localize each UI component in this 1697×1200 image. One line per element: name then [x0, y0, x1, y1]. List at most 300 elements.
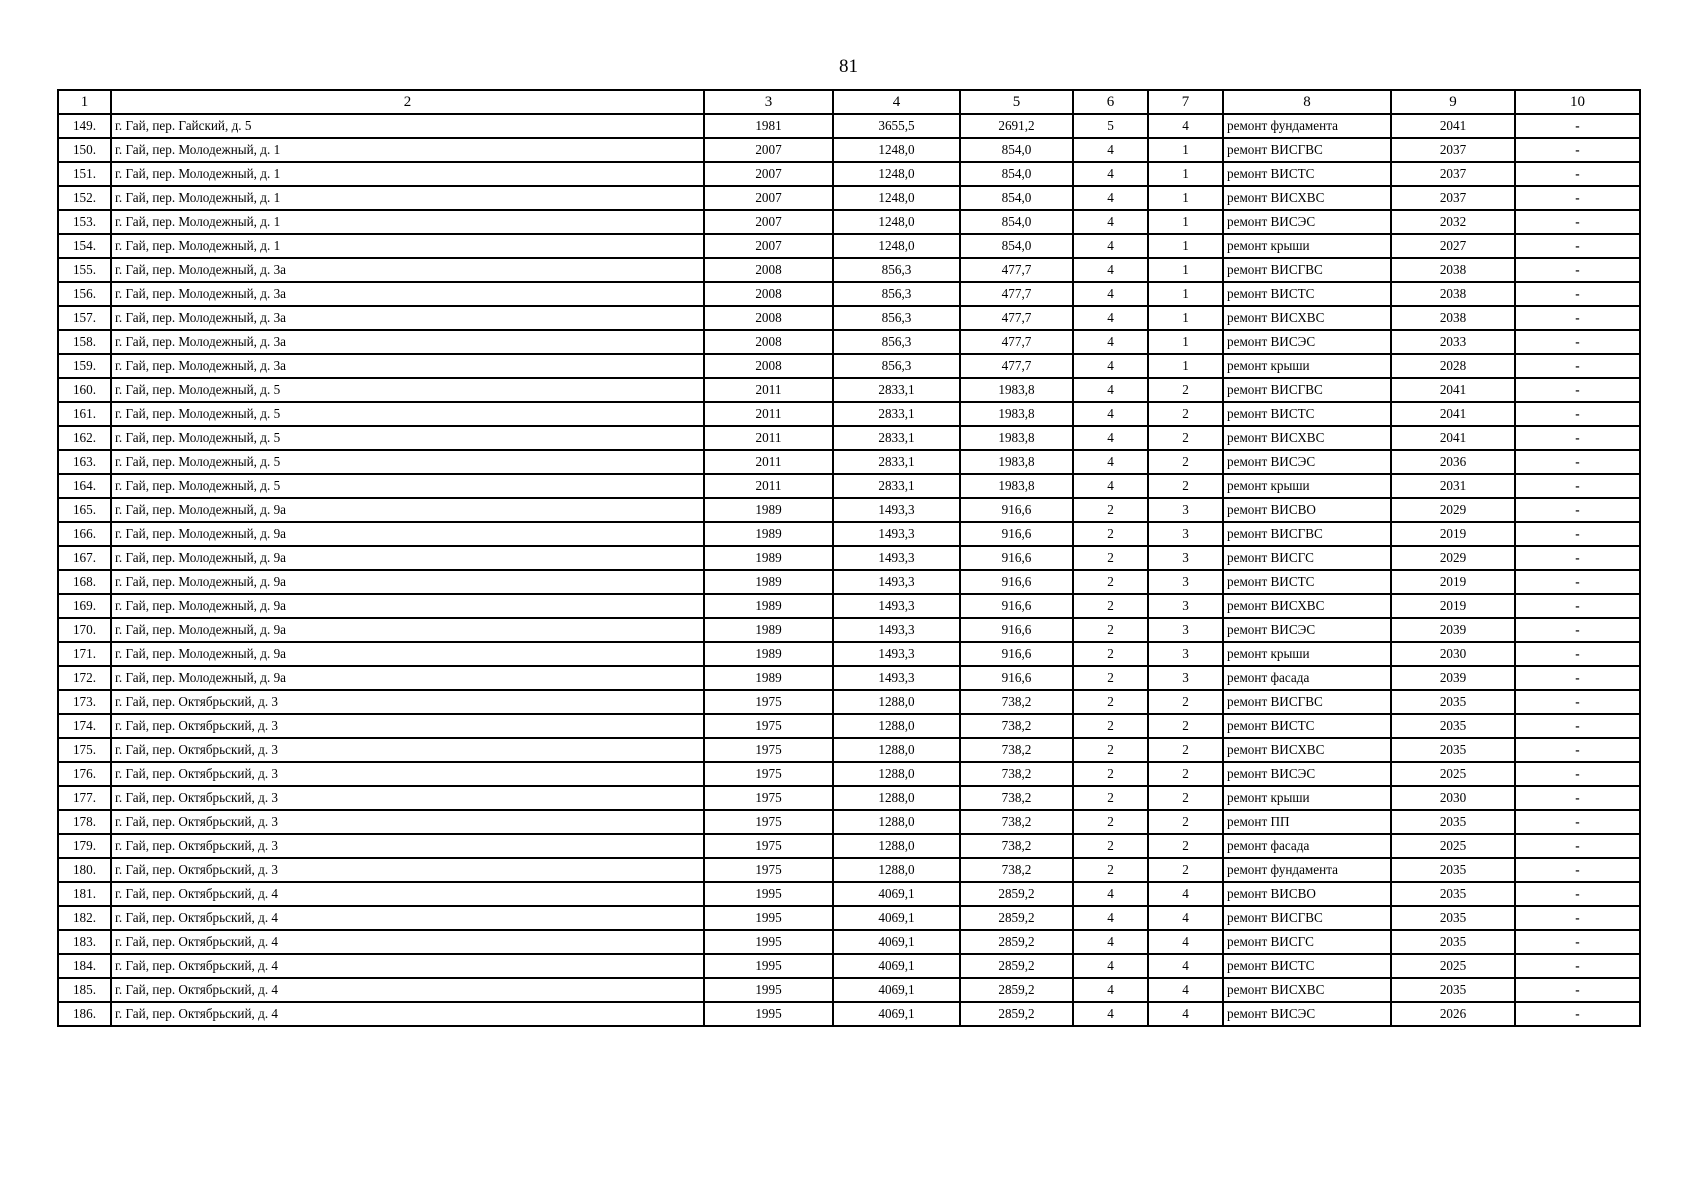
cell-year-built: 1975	[704, 786, 833, 810]
cell-year-built: 2011	[704, 426, 833, 450]
cell-row-number: 152.	[58, 186, 111, 210]
cell-planned-year: 2035	[1391, 810, 1515, 834]
cell-year-built: 2007	[704, 210, 833, 234]
cell-year-built: 2007	[704, 138, 833, 162]
table-row	[58, 522, 1640, 546]
cell-year-built: 2011	[704, 402, 833, 426]
cell-work-type: ремонт ВИСЭС	[1223, 210, 1391, 234]
cell-floors: 2	[1073, 594, 1148, 618]
cell-total-area: 4069,1	[833, 906, 960, 930]
cell-entrances: 1	[1148, 138, 1223, 162]
cell-living-area: 1983,8	[960, 426, 1073, 450]
cell-entrances: 1	[1148, 330, 1223, 354]
cell-work-type: ремонт ВИСЭС	[1223, 762, 1391, 786]
cell-work-type: ремонт ВИСТС	[1223, 402, 1391, 426]
cell-work-type: ремонт ВИСЭС	[1223, 1002, 1391, 1026]
cell-planned-year: 2030	[1391, 786, 1515, 810]
cell-address: г. Гай, пер. Молодежный, д. 9а	[111, 546, 704, 570]
table-row	[58, 618, 1640, 642]
cell-row-number: 150.	[58, 138, 111, 162]
cell-note: -	[1515, 786, 1640, 810]
cell-living-area: 2859,2	[960, 1002, 1073, 1026]
cell-year-built: 1989	[704, 546, 833, 570]
cell-note: -	[1515, 234, 1640, 258]
cell-work-type: ремонт фасада	[1223, 834, 1391, 858]
cell-living-area: 738,2	[960, 738, 1073, 762]
cell-address: г. Гай, пер. Молодежный, д. 3а	[111, 258, 704, 282]
cell-total-area: 2833,1	[833, 474, 960, 498]
table-row	[58, 498, 1640, 522]
cell-year-built: 2011	[704, 474, 833, 498]
cell-work-type: ремонт ВИСГВС	[1223, 138, 1391, 162]
cell-address: г. Гай, пер. Октябрьский, д. 4	[111, 906, 704, 930]
cell-work-type: ремонт ВИСХВС	[1223, 186, 1391, 210]
cell-entrances: 3	[1148, 666, 1223, 690]
cell-work-type: ремонт ПП	[1223, 810, 1391, 834]
cell-work-type: ремонт ВИСГС	[1223, 930, 1391, 954]
table-row	[58, 834, 1640, 858]
cell-address: г. Гай, пер. Октябрьский, д. 3	[111, 714, 704, 738]
cell-year-built: 2011	[704, 450, 833, 474]
cell-year-built: 2007	[704, 186, 833, 210]
table-row	[58, 642, 1640, 666]
cell-living-area: 2859,2	[960, 930, 1073, 954]
cell-row-number: 185.	[58, 978, 111, 1002]
cell-work-type: ремонт ВИСГВС	[1223, 906, 1391, 930]
cell-work-type: ремонт ВИСВО	[1223, 498, 1391, 522]
cell-note: -	[1515, 810, 1640, 834]
column-header: 6	[1073, 90, 1148, 114]
cell-floors: 4	[1073, 450, 1148, 474]
cell-work-type: ремонт ВИСХВС	[1223, 306, 1391, 330]
cell-living-area: 916,6	[960, 522, 1073, 546]
table-row	[58, 786, 1640, 810]
cell-row-number: 170.	[58, 618, 111, 642]
table-row	[58, 402, 1640, 426]
table-row	[58, 546, 1640, 570]
cell-row-number: 179.	[58, 834, 111, 858]
cell-address: г. Гай, пер. Октябрьский, д. 4	[111, 1002, 704, 1026]
cell-note: -	[1515, 210, 1640, 234]
cell-total-area: 1493,3	[833, 570, 960, 594]
cell-entrances: 2	[1148, 402, 1223, 426]
cell-address: г. Гай, пер. Октябрьский, д. 3	[111, 810, 704, 834]
cell-year-built: 1995	[704, 978, 833, 1002]
cell-address: г. Гай, пер. Октябрьский, д. 3	[111, 834, 704, 858]
table-row	[58, 234, 1640, 258]
cell-floors: 2	[1073, 522, 1148, 546]
cell-address: г. Гай, пер. Молодежный, д. 3а	[111, 354, 704, 378]
cell-row-number: 169.	[58, 594, 111, 618]
cell-note: -	[1515, 642, 1640, 666]
cell-year-built: 1975	[704, 858, 833, 882]
table-row	[58, 354, 1640, 378]
cell-total-area: 2833,1	[833, 402, 960, 426]
cell-planned-year: 2033	[1391, 330, 1515, 354]
cell-address: г. Гай, пер. Октябрьский, д. 4	[111, 954, 704, 978]
cell-entrances: 3	[1148, 546, 1223, 570]
cell-note: -	[1515, 618, 1640, 642]
cell-note: -	[1515, 930, 1640, 954]
cell-row-number: 177.	[58, 786, 111, 810]
cell-note: -	[1515, 834, 1640, 858]
cell-year-built: 1975	[704, 762, 833, 786]
cell-row-number: 157.	[58, 306, 111, 330]
cell-entrances: 2	[1148, 690, 1223, 714]
cell-row-number: 159.	[58, 354, 111, 378]
cell-year-built: 1989	[704, 642, 833, 666]
table-row	[58, 666, 1640, 690]
cell-floors: 2	[1073, 570, 1148, 594]
cell-note: -	[1515, 186, 1640, 210]
cell-address: г. Гай, пер. Молодежный, д. 9а	[111, 522, 704, 546]
cell-floors: 4	[1073, 402, 1148, 426]
cell-entrances: 3	[1148, 522, 1223, 546]
cell-floors: 4	[1073, 474, 1148, 498]
cell-row-number: 161.	[58, 402, 111, 426]
cell-living-area: 1983,8	[960, 378, 1073, 402]
cell-planned-year: 2039	[1391, 618, 1515, 642]
cell-work-type: ремонт ВИСГВС	[1223, 378, 1391, 402]
cell-living-area: 738,2	[960, 762, 1073, 786]
cell-entrances: 2	[1148, 474, 1223, 498]
cell-entrances: 2	[1148, 762, 1223, 786]
table-row	[58, 978, 1640, 1002]
cell-planned-year: 2035	[1391, 690, 1515, 714]
cell-note: -	[1515, 330, 1640, 354]
cell-living-area: 2691,2	[960, 114, 1073, 138]
table-row	[58, 306, 1640, 330]
cell-planned-year: 2035	[1391, 714, 1515, 738]
column-header: 2	[111, 90, 704, 114]
cell-row-number: 182.	[58, 906, 111, 930]
cell-living-area: 854,0	[960, 186, 1073, 210]
cell-address: г. Гай, пер. Молодежный, д. 3а	[111, 330, 704, 354]
cell-work-type: ремонт ВИСХВС	[1223, 738, 1391, 762]
column-header: 5	[960, 90, 1073, 114]
cell-note: -	[1515, 1002, 1640, 1026]
cell-year-built: 1995	[704, 930, 833, 954]
table-row	[58, 474, 1640, 498]
cell-year-built: 2011	[704, 378, 833, 402]
cell-floors: 4	[1073, 138, 1148, 162]
cell-row-number: 166.	[58, 522, 111, 546]
cell-row-number: 172.	[58, 666, 111, 690]
cell-row-number: 184.	[58, 954, 111, 978]
cell-work-type: ремонт ВИСГС	[1223, 546, 1391, 570]
cell-floors: 4	[1073, 882, 1148, 906]
cell-total-area: 856,3	[833, 306, 960, 330]
cell-total-area: 1288,0	[833, 738, 960, 762]
cell-address: г. Гай, пер. Октябрьский, д. 3	[111, 690, 704, 714]
cell-floors: 2	[1073, 618, 1148, 642]
cell-planned-year: 2038	[1391, 306, 1515, 330]
cell-floors: 2	[1073, 858, 1148, 882]
cell-year-built: 1989	[704, 498, 833, 522]
cell-total-area: 1248,0	[833, 186, 960, 210]
cell-row-number: 149.	[58, 114, 111, 138]
cell-entrances: 1	[1148, 186, 1223, 210]
cell-row-number: 180.	[58, 858, 111, 882]
cell-row-number: 164.	[58, 474, 111, 498]
cell-work-type: ремонт ВИСТС	[1223, 714, 1391, 738]
cell-living-area: 2859,2	[960, 882, 1073, 906]
cell-row-number: 151.	[58, 162, 111, 186]
cell-note: -	[1515, 258, 1640, 282]
cell-work-type: ремонт ВИСЭС	[1223, 330, 1391, 354]
cell-year-built: 1981	[704, 114, 833, 138]
cell-work-type: ремонт фундамента	[1223, 858, 1391, 882]
column-header: 4	[833, 90, 960, 114]
cell-floors: 4	[1073, 186, 1148, 210]
cell-living-area: 916,6	[960, 642, 1073, 666]
cell-floors: 4	[1073, 954, 1148, 978]
cell-row-number: 163.	[58, 450, 111, 474]
cell-note: -	[1515, 690, 1640, 714]
cell-address: г. Гай, пер. Молодежный, д. 1	[111, 138, 704, 162]
table-row	[58, 858, 1640, 882]
cell-planned-year: 2038	[1391, 258, 1515, 282]
cell-entrances: 4	[1148, 1002, 1223, 1026]
cell-planned-year: 2028	[1391, 354, 1515, 378]
cell-address: г. Гай, пер. Октябрьский, д. 4	[111, 882, 704, 906]
table-row	[58, 954, 1640, 978]
table-body	[58, 114, 1640, 1026]
table-row	[58, 138, 1640, 162]
cell-floors: 4	[1073, 930, 1148, 954]
cell-entrances: 1	[1148, 282, 1223, 306]
cell-row-number: 165.	[58, 498, 111, 522]
cell-address: г. Гай, пер. Молодежный, д. 1	[111, 186, 704, 210]
cell-work-type: ремонт крыши	[1223, 642, 1391, 666]
cell-row-number: 171.	[58, 642, 111, 666]
cell-row-number: 186.	[58, 1002, 111, 1026]
cell-entrances: 2	[1148, 450, 1223, 474]
cell-floors: 4	[1073, 354, 1148, 378]
cell-year-built: 1989	[704, 618, 833, 642]
cell-living-area: 916,6	[960, 618, 1073, 642]
cell-planned-year: 2027	[1391, 234, 1515, 258]
cell-entrances: 3	[1148, 618, 1223, 642]
cell-entrances: 4	[1148, 882, 1223, 906]
table-row	[58, 930, 1640, 954]
cell-work-type: ремонт ВИСТС	[1223, 162, 1391, 186]
cell-total-area: 1248,0	[833, 234, 960, 258]
cell-note: -	[1515, 450, 1640, 474]
cell-planned-year: 2037	[1391, 138, 1515, 162]
cell-planned-year: 2035	[1391, 930, 1515, 954]
cell-year-built: 1995	[704, 882, 833, 906]
cell-address: г. Гай, пер. Молодежный, д. 9а	[111, 570, 704, 594]
cell-year-built: 1975	[704, 810, 833, 834]
cell-row-number: 168.	[58, 570, 111, 594]
cell-entrances: 4	[1148, 954, 1223, 978]
cell-address: г. Гай, пер. Гайский, д. 5	[111, 114, 704, 138]
table-row	[58, 330, 1640, 354]
cell-entrances: 2	[1148, 426, 1223, 450]
cell-note: -	[1515, 498, 1640, 522]
cell-planned-year: 2041	[1391, 378, 1515, 402]
cell-work-type: ремонт фасада	[1223, 666, 1391, 690]
cell-note: -	[1515, 954, 1640, 978]
cell-living-area: 738,2	[960, 810, 1073, 834]
cell-row-number: 153.	[58, 210, 111, 234]
cell-planned-year: 2036	[1391, 450, 1515, 474]
cell-total-area: 3655,5	[833, 114, 960, 138]
cell-year-built: 1995	[704, 1002, 833, 1026]
cell-planned-year: 2031	[1391, 474, 1515, 498]
cell-floors: 2	[1073, 762, 1148, 786]
table-row	[58, 450, 1640, 474]
cell-floors: 4	[1073, 234, 1148, 258]
cell-address: г. Гай, пер. Молодежный, д. 5	[111, 378, 704, 402]
table-row	[58, 114, 1640, 138]
cell-living-area: 477,7	[960, 282, 1073, 306]
cell-note: -	[1515, 762, 1640, 786]
cell-work-type: ремонт крыши	[1223, 786, 1391, 810]
table-row	[58, 906, 1640, 930]
cell-note: -	[1515, 738, 1640, 762]
cell-total-area: 4069,1	[833, 978, 960, 1002]
cell-floors: 2	[1073, 834, 1148, 858]
cell-work-type: ремонт ВИСГВС	[1223, 522, 1391, 546]
table-row	[58, 186, 1640, 210]
cell-total-area: 1248,0	[833, 210, 960, 234]
cell-note: -	[1515, 522, 1640, 546]
cell-year-built: 1989	[704, 570, 833, 594]
cell-living-area: 738,2	[960, 858, 1073, 882]
cell-living-area: 916,6	[960, 594, 1073, 618]
cell-floors: 2	[1073, 738, 1148, 762]
cell-work-type: ремонт ВИСЭС	[1223, 618, 1391, 642]
cell-floors: 2	[1073, 546, 1148, 570]
cell-note: -	[1515, 138, 1640, 162]
cell-total-area: 2833,1	[833, 378, 960, 402]
cell-row-number: 176.	[58, 762, 111, 786]
cell-note: -	[1515, 378, 1640, 402]
cell-work-type: ремонт ВИСХВС	[1223, 594, 1391, 618]
column-header: 3	[704, 90, 833, 114]
cell-planned-year: 2037	[1391, 186, 1515, 210]
cell-living-area: 916,6	[960, 666, 1073, 690]
cell-planned-year: 2025	[1391, 834, 1515, 858]
cell-work-type: ремонт крыши	[1223, 474, 1391, 498]
cell-address: г. Гай, пер. Молодежный, д. 9а	[111, 594, 704, 618]
cell-floors: 4	[1073, 330, 1148, 354]
cell-note: -	[1515, 978, 1640, 1002]
cell-living-area: 854,0	[960, 234, 1073, 258]
cell-floors: 4	[1073, 426, 1148, 450]
cell-note: -	[1515, 354, 1640, 378]
cell-planned-year: 2029	[1391, 498, 1515, 522]
repair-schedule-table	[57, 89, 1641, 1027]
cell-total-area: 1493,3	[833, 594, 960, 618]
cell-address: г. Гай, пер. Молодежный, д. 9а	[111, 666, 704, 690]
cell-work-type: ремонт крыши	[1223, 354, 1391, 378]
cell-entrances: 2	[1148, 786, 1223, 810]
cell-living-area: 854,0	[960, 138, 1073, 162]
cell-work-type: ремонт крыши	[1223, 234, 1391, 258]
cell-year-built: 1975	[704, 714, 833, 738]
cell-address: г. Гай, пер. Молодежный, д. 1	[111, 210, 704, 234]
cell-work-type: ремонт ВИСЭС	[1223, 450, 1391, 474]
cell-note: -	[1515, 858, 1640, 882]
cell-entrances: 4	[1148, 906, 1223, 930]
cell-entrances: 3	[1148, 642, 1223, 666]
cell-year-built: 2007	[704, 234, 833, 258]
cell-entrances: 2	[1148, 834, 1223, 858]
table-row	[58, 738, 1640, 762]
cell-living-area: 2859,2	[960, 978, 1073, 1002]
cell-planned-year: 2041	[1391, 426, 1515, 450]
cell-planned-year: 2029	[1391, 546, 1515, 570]
cell-note: -	[1515, 426, 1640, 450]
cell-address: г. Гай, пер. Октябрьский, д. 3	[111, 786, 704, 810]
cell-floors: 2	[1073, 498, 1148, 522]
cell-note: -	[1515, 714, 1640, 738]
cell-entrances: 2	[1148, 378, 1223, 402]
cell-planned-year: 2037	[1391, 162, 1515, 186]
cell-planned-year: 2025	[1391, 762, 1515, 786]
cell-total-area: 1288,0	[833, 786, 960, 810]
cell-address: г. Гай, пер. Октябрьский, д. 3	[111, 762, 704, 786]
table-row	[58, 1002, 1640, 1026]
cell-entrances: 1	[1148, 234, 1223, 258]
cell-living-area: 2859,2	[960, 906, 1073, 930]
cell-total-area: 4069,1	[833, 930, 960, 954]
cell-planned-year: 2032	[1391, 210, 1515, 234]
cell-total-area: 856,3	[833, 354, 960, 378]
table-row	[58, 162, 1640, 186]
cell-note: -	[1515, 402, 1640, 426]
cell-planned-year: 2019	[1391, 522, 1515, 546]
cell-floors: 2	[1073, 786, 1148, 810]
cell-year-built: 1975	[704, 834, 833, 858]
cell-living-area: 2859,2	[960, 954, 1073, 978]
cell-planned-year: 2019	[1391, 594, 1515, 618]
cell-living-area: 1983,8	[960, 402, 1073, 426]
cell-entrances: 2	[1148, 714, 1223, 738]
cell-floors: 4	[1073, 378, 1148, 402]
cell-row-number: 155.	[58, 258, 111, 282]
cell-row-number: 181.	[58, 882, 111, 906]
cell-total-area: 1493,3	[833, 618, 960, 642]
cell-year-built: 2008	[704, 354, 833, 378]
cell-note: -	[1515, 570, 1640, 594]
cell-planned-year: 2038	[1391, 282, 1515, 306]
cell-year-built: 1975	[704, 690, 833, 714]
table-row	[58, 570, 1640, 594]
cell-row-number: 156.	[58, 282, 111, 306]
table-header-row	[58, 90, 1640, 114]
cell-planned-year: 2026	[1391, 1002, 1515, 1026]
cell-total-area: 4069,1	[833, 1002, 960, 1026]
cell-work-type: ремонт фундамента	[1223, 114, 1391, 138]
cell-planned-year: 2035	[1391, 906, 1515, 930]
cell-entrances: 2	[1148, 738, 1223, 762]
cell-address: г. Гай, пер. Молодежный, д. 1	[111, 234, 704, 258]
cell-planned-year: 2041	[1391, 114, 1515, 138]
cell-floors: 5	[1073, 114, 1148, 138]
cell-total-area: 1248,0	[833, 138, 960, 162]
cell-year-built: 1995	[704, 954, 833, 978]
cell-address: г. Гай, пер. Октябрьский, д. 4	[111, 978, 704, 1002]
column-header: 7	[1148, 90, 1223, 114]
cell-row-number: 174.	[58, 714, 111, 738]
cell-entrances: 2	[1148, 810, 1223, 834]
cell-total-area: 1288,0	[833, 834, 960, 858]
cell-note: -	[1515, 474, 1640, 498]
